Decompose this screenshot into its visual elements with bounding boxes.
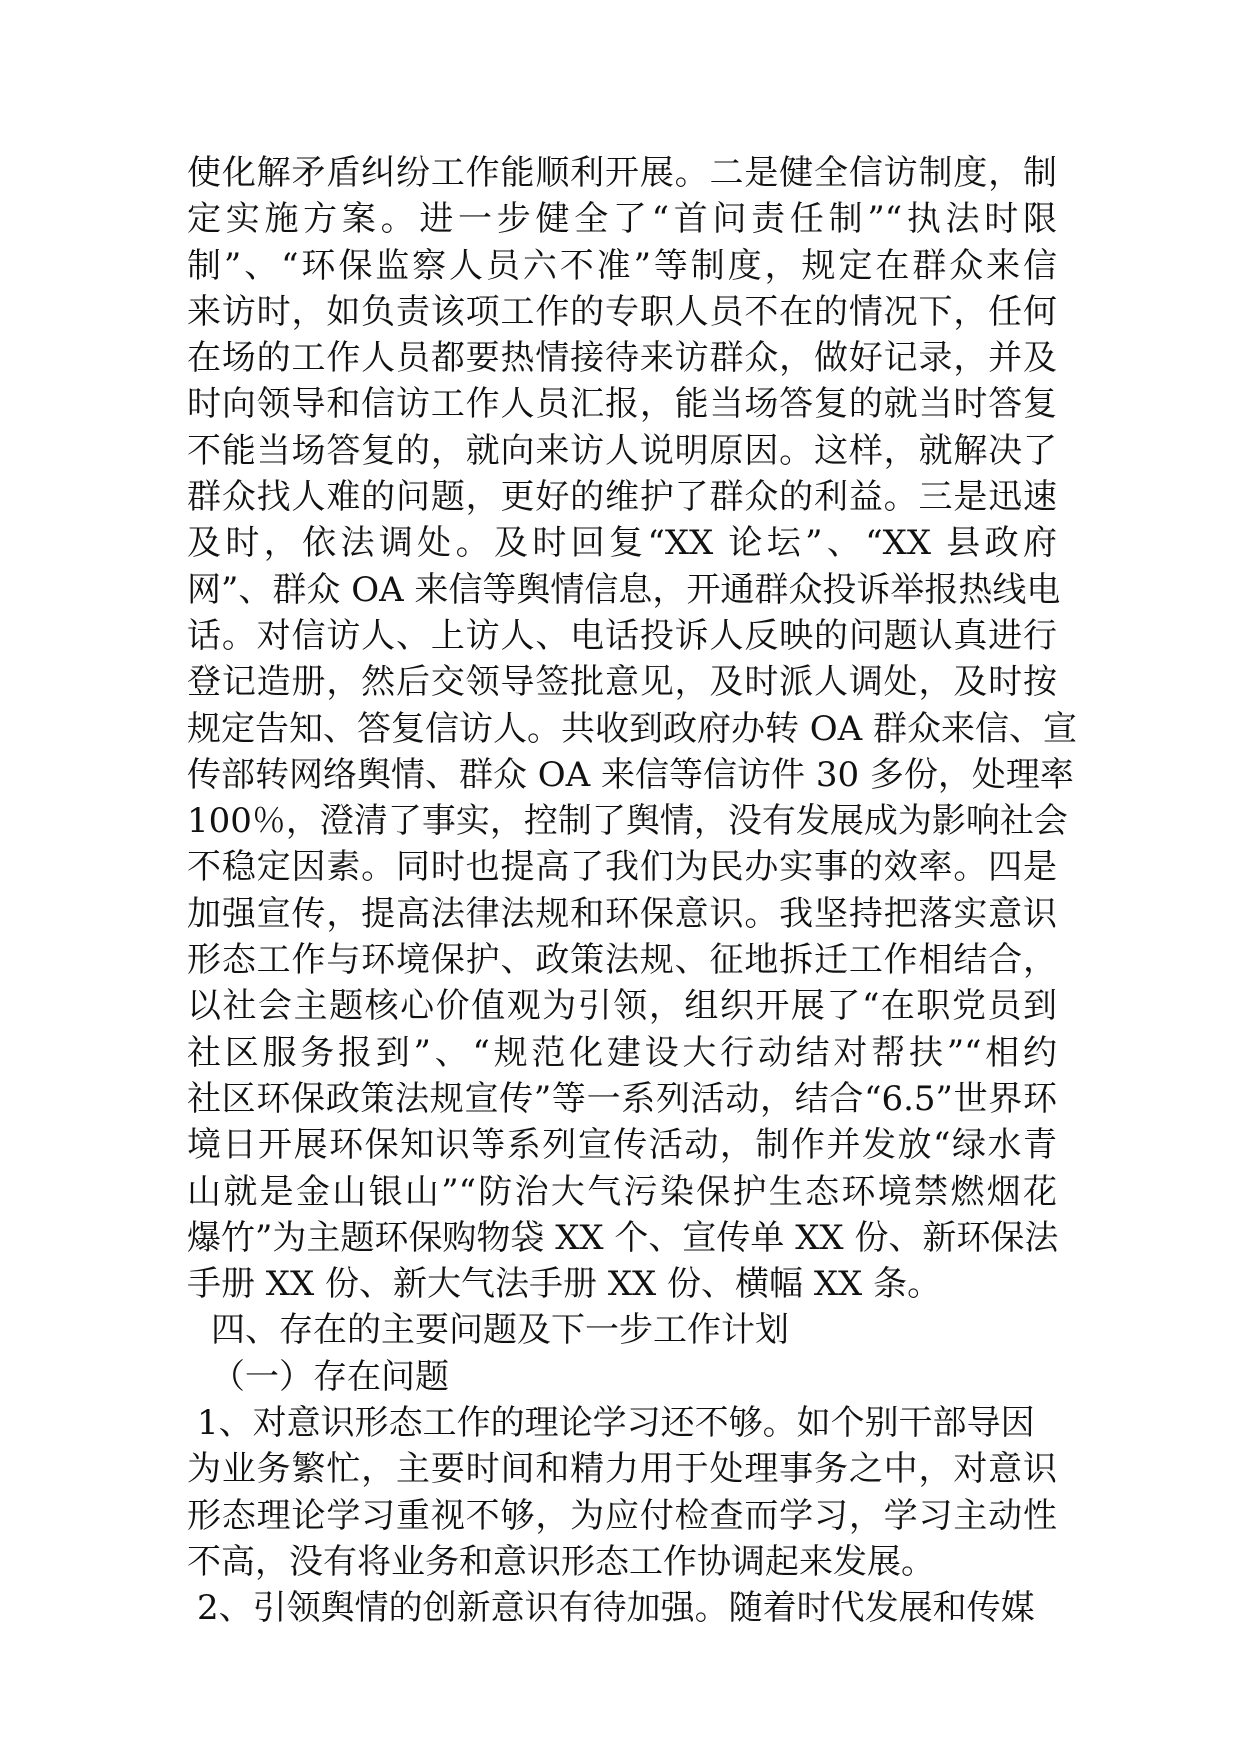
text-line: 时向领导和信访工作人员汇报，能当场答复的就当时答复 xyxy=(187,384,1057,425)
text-line: 在场的工作人员都要热情接待来访群众，做好记录，并及 xyxy=(187,338,1057,379)
text-line: 来访时，如负责该项工作的专职人员不在的情况下，任何 xyxy=(187,291,1057,332)
text-line: 传部转网络舆情、群众 OA 来信等信访件 30 多份，处理率 xyxy=(187,754,1074,795)
text-line: 形态理论学习重视不够，为应付检查而学习，学习主动性 xyxy=(187,1495,1057,1536)
text-line: 登记造册，然后交领导签批意见，及时派人调处，及时按 xyxy=(187,662,1057,703)
text-line: 山就是金山银山”“防治大气污染保护生态环境禁燃烟花 xyxy=(187,1171,1057,1212)
text-line: 100％，澄清了事实，控制了舆情，没有发展成为影响社会 xyxy=(187,801,1068,842)
text-line: 爆竹”为主题环保购物袋 XX 个、宣传单 XX 份、新环保法 xyxy=(187,1217,1059,1258)
text-line: 社区环保政策法规宣传”等一系列活动，结合“6.5”世界环 xyxy=(187,1078,1057,1119)
subsection-heading: （一）存在问题 xyxy=(211,1356,449,1397)
text-line: 使化解矛盾纠纷工作能顺利开展。二是健全信访制度，制 xyxy=(187,153,1057,193)
text-line: 不高，没有将业务和意识形态工作协调起来发展。 xyxy=(187,1541,935,1582)
body-text xyxy=(187,150,1078,1632)
text-line: 群众找人难的问题，更好的维护了群众的利益。三是迅速 xyxy=(187,477,1057,518)
text-line: 1、对意识形态工作的理论学习还不够。如个别干部导因 xyxy=(197,1403,1035,1444)
text-line: 定实施方案。进一步健全了“首问责任制”“执法时限 xyxy=(187,199,1057,240)
text-line: 话。对信访人、上访人、电话投诉人反映的问题认真进行 xyxy=(187,615,1057,656)
text-line: 不稳定因素。同时也提高了我们为民办实事的效率。四是 xyxy=(187,847,1057,888)
text-line: 境日开展环保知识等系列宣传活动，制作并发放“绿水青 xyxy=(187,1125,1057,1166)
text-line: 加强宣传，提高法律法规和环保意识。我坚持把落实意识 xyxy=(187,893,1057,934)
text-line: 为业务繁忙，主要时间和精力用于处理事务之中，对意识 xyxy=(187,1449,1057,1490)
text-line: 形态工作与环境保护、政策法规、征地拆迁工作相结合， xyxy=(187,940,1057,981)
text-line: 手册 XX 份、新大气法手册 XX 份、横幅 XX 条。 xyxy=(187,1264,942,1305)
text-line: 以社会主题核心价值观为引领，组织开展了“在职党员到 xyxy=(187,986,1057,1027)
text-line: 不能当场答复的，就向来访人说明原因。这样，就解决了 xyxy=(187,430,1057,471)
text-line: 规定告知、答复信访人。共收到政府办转 OA 群众来信、宣 xyxy=(187,708,1078,749)
text-line: 制”、“环保监察人员六不准”等制度，规定在群众来信 xyxy=(187,245,1057,286)
text-line: 2、引领舆情的创新意识有待加强。随着时代发展和传媒 xyxy=(197,1588,1035,1629)
text-line: 网”、群众 OA 来信等舆情信息，开通群众投诉举报热线电 xyxy=(187,569,1061,610)
section-heading: 四、存在的主要问题及下一步工作计划 xyxy=(211,1310,789,1351)
text-line: 社区服务报到”、“规范化建设大行动结对帮扶”“相约 xyxy=(187,1032,1057,1073)
text-line: 及时，依法调处。及时回复“XX 论坛”、“XX 县政府 xyxy=(187,523,1057,564)
